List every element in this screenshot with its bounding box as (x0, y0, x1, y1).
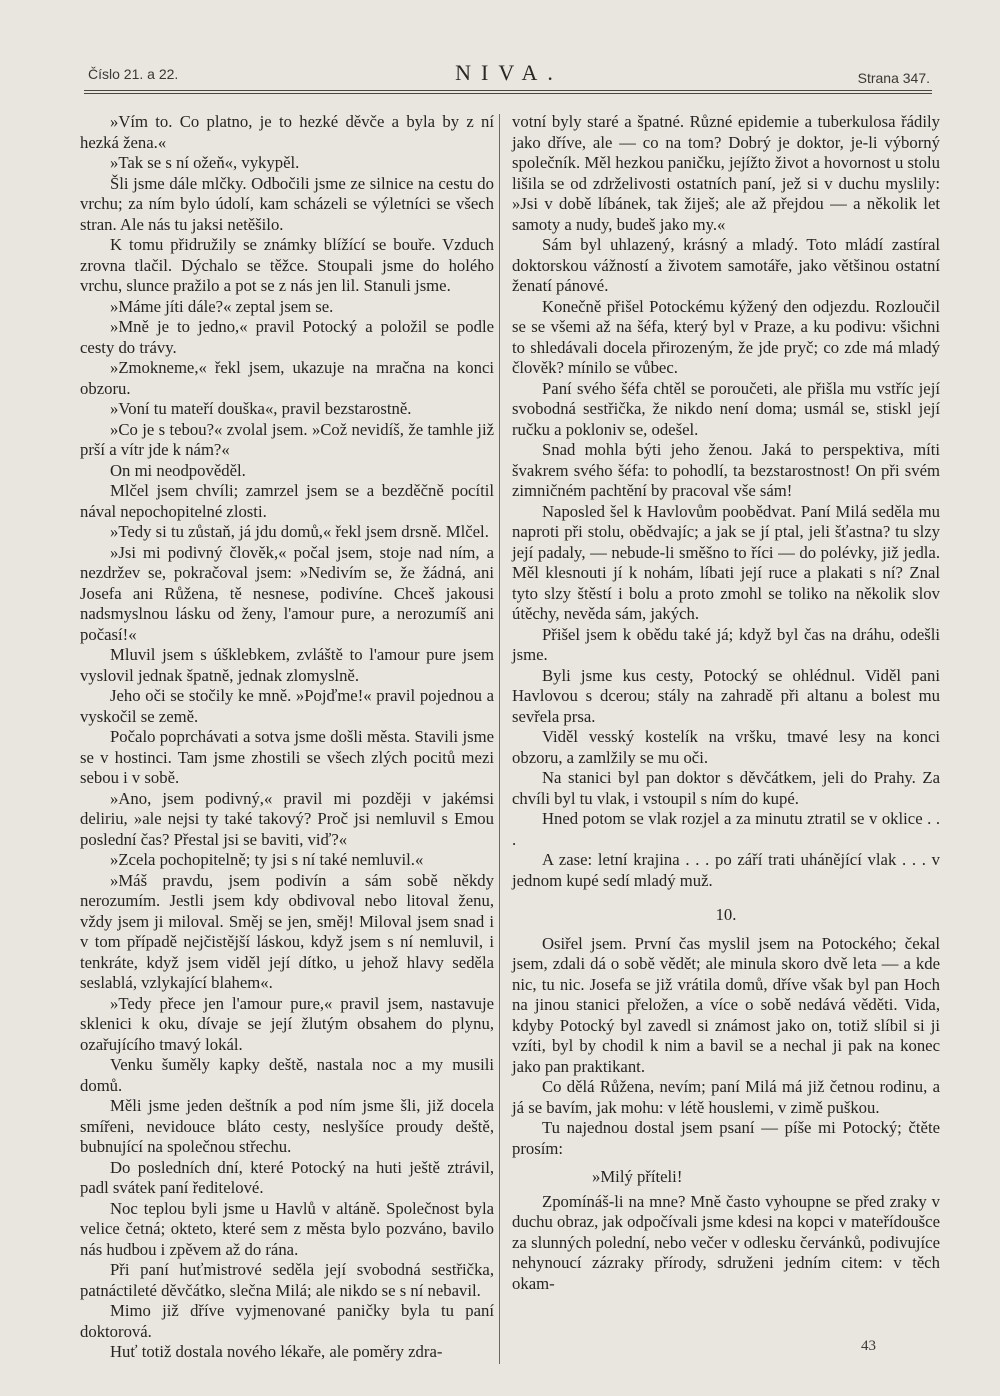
left-column (80, 112, 494, 1363)
paragraph: Na stanici byl pan doktor s děvčátkem, jeli do Prahy. Za chvíli byl tu vlak, i vstoupil s ním do kupé. (512, 768, 940, 808)
paragraph: Počalo poprchávati a sotva jsme došli města. Stavili jsme se v hostinci. Tam jsme zhostili se všech zlých pocitů mezi sebou i v sobě. (80, 727, 494, 787)
paragraph: Mlčel jsem chvíli; zamrzel jsem se a bezděčně pocítil nával nepochopitelné zlosti. (80, 481, 494, 521)
paragraph: Byli jsme kus cesty, Potocký se ohlédnul. Viděl pani Havlovou s dcerou; stály na zahradě při altanu a bolest mu sevřela prsa. (512, 665, 940, 726)
folio-number: 43 (861, 1338, 876, 1354)
paragraph: »Ano, jsem podivný,« pravil mi později v jakémsi deliriu, »ale nejsi ty také takový? Proč jsi nemluvil s Emou poslední čas? Přestal jsi se baviti, viď?« (80, 788, 494, 849)
paragraph: Při paní huťmistrové seděla její svobodná sestřička, patnáctileté děvčátko, slečna Milá; ale nikdo se s ní nebavil. (80, 1260, 494, 1300)
right-column-text (512, 112, 940, 891)
paragraph: Paní svého šéfa chtěl se poroučeti, ale přišla mu vstříc její svobodná sestřička, že nikdo není doma; usmál se, stiskl její ručku a pokloniv se, odešel. (512, 378, 940, 439)
paragraph: Osiřel jsem. První čas myslil jsem na Potockého; čekal jsem, zdali dá o sobě vědět; ale minula skoro dvě leta — a kde nic, tu nic. Josefa se již vrátila domů, dříve však byl pan Hoch na jinou stanici přeložen, a více o sobě nedává věděti. Vida, kdyby Potocký byl zavedl si známost jako on, totiž slíbil si ji vzíti, byl by chodil k nim a bavil se a nechal ji pak na konec jako pan praktikant. (512, 933, 940, 1076)
paragraph: Sám byl uhlazený, krásný a mladý. Toto mládí zastíral doktorskou vážností a životem samotáře, jako většinou ostatní ženatí pánové. (512, 235, 940, 295)
paragraph: On mi neodpověděl. (110, 460, 246, 480)
paragraph: »Máš pravdu, jsem podivín a sám sobě někdy nerozumím. Jestli jsem kdy obdivoval nebo litoval ženu, vždy jsem ji miloval. Směj se jen, směj! Miloval jsem snad i v tom případě nejčistější láskou, když jsem s ní nemluvil, i tenkráte, když jsem viděl její dítko, u jehož hlavy seděla seslablá, vzlykající blahem«. (80, 870, 494, 992)
paragraph: K tomu přidružily se známky blížící se bouře. Vzduch zrovna tlačil. Dýchalo se těžce. Stoupali jsme do holého vrchu, slunce pražilo a pot se z nás jen lil. Stanuli jsme. (80, 235, 494, 295)
letter-salutation: »Milý příteli! (592, 1167, 683, 1186)
paragraph: Hned potom se vlak rozjel a za minutu ztratil se v oklice . . . (512, 809, 940, 849)
letter-body: Zpomínáš-li na mne? Mně často vyhoupne se před zraky v duchu obraz, jak odpočívali jsme kdesi na kopci v mateřídoušce za slunných polední, nebo večer v odlesku červánků, podivujíce nehynoucí zázraky přírody, sdruženi jedním citem: v těch okam- (512, 1191, 940, 1293)
paragraph: Co dělá Růžena, nevím; paní Milá má již četnou rodinu, a já se bavím, jak mohu: v létě houslemi, v zimě puškou. (512, 1077, 940, 1117)
paragraph: A zase: letní krajina . . . po září trati uhánějící vlak . . . v jednom kupé sedí mladý muž. (512, 850, 940, 890)
paragraph: »Zcela pochopitelně; ty jsi s ní také nemluvil.« (110, 850, 424, 869)
paragraph: Naposled šel k Havlovům poobědvat. Paní Milá seděla mu naproti při stolu, obědvajíc; a jak se jí ptal, jeli šťastna? tu slzy její padaly, — nebude-li směšno to říci — do polévky, již jedla. Měl klesnouti jí k nohám, líbati její ruce a plakati s ní? Znal tyto slzy štěstí i bolu a proto zmohl se toliko na několik slov útěchy, nevěda sám, jakých. (512, 501, 940, 623)
page-number-label: Strana 347. (857, 70, 930, 86)
paragraph: »Mně je to jedno,« pravil Potocký a položil se podle cesty do trávy. (80, 317, 494, 357)
paragraph: »Máme jíti dále?« zeptal jsem se. (110, 296, 334, 316)
header-rule (84, 90, 932, 94)
paragraph: Jeho oči se stočily ke mně. »Pojďme!« pravil pojednou a vyskočil se země. (80, 686, 494, 726)
paragraph: votní byly staré a špatné. Různé epidemie a tuberkulosa řádily jako dříve, ale — co na tom? Dobrý je doktor, je-li výborný společník. Měl hezkou paničku, jejížto život a hovornost u stolu lišila se od zdrželivosti ostatních paní, jež si v duchu myslily: »Jsi v době líbánek, tak žiješ; ale až přejdou — a několik let samoty a nudy, budeš jako my.« (512, 112, 940, 234)
paragraph: »Co je s tebou?« zvolal jsem. »Což nevidíš, že tamhle již prší a vítr jde k nám?« (80, 419, 494, 459)
paragraph: Tu najednou dostal jsem psaní — píše mi Potocký; čtěte prosím: (512, 1118, 940, 1158)
section-text (512, 934, 940, 1160)
paragraph: Mimo již dříve vyjmenované paničky byla tu paní doktorová. (80, 1301, 494, 1341)
paragraph: »Jsi mi podivný člověk,« počal jsem, stoje nad ním, a nezdržev se, pokračoval jsem: »Nedivím se, že žádná, ani Josefa ani Růžena, tě nesnese, podivíne. Chceš jakousi nadsmyslnou lásku od ženy, l'amour pure, a nerozumíš ani počasí!« (80, 542, 494, 644)
paragraph: Noc teplou byli jsme u Havlů v altáně. Společnost byla velice četná; okteto, které sem z města bylo pozváno, bavilo nás hudbou i zpěvem až do rána. (80, 1198, 494, 1259)
paragraph: »Zmokneme,« řekl jsem, ukazuje na mračna na konci obzoru. (80, 358, 494, 398)
paragraph: Viděl vesský kostelík na vršku, tmavé lesy na konci obzoru, a zamlžily se mu oči. (512, 727, 940, 767)
paragraph: »Voní tu mateří douška«, pravil bezstarostně. (110, 399, 412, 418)
paragraph: »Vím to. Co platno, je to hezké děvče a byla by z ní hezká žena.« (80, 112, 494, 152)
journal-title: NIVA. (455, 60, 563, 85)
running-head (88, 58, 930, 88)
paragraph: Huť totiž dostala nového lékaře, ale poměry zdra- (110, 1342, 443, 1361)
right-column (512, 112, 940, 1294)
paragraph: Mluvil jsem s úšklebkem, zvláště to l'amour pure jsem vyslovil jednak špatně, jednak zlomyslně. (80, 645, 494, 685)
paragraph: Měli jsme jeden deštník a pod ním jsme šli, již docela smířeni, nevidouce bláto cesty, neslyšíce proudy deště, bubnující na společnou střechu. (80, 1096, 494, 1156)
paragraph: »Tedy si tu zůstaň, já jdu domů,« řekl jsem drsně. Mlčel. (110, 522, 489, 541)
paragraph: Konečně přišel Potockému kýžený den odjezdu. Rozloučil se se všemi až na šéfa, který byl v Praze, a ku podivu: všichni to shledávali docela přirozeným, že jde pryč; co zde má mladý člověk? mínilo se vůbec. (512, 296, 940, 377)
paragraph: Přišel jsem k obědu také já; když byl čas na dráhu, odešli jsme. (512, 624, 940, 664)
paragraph: Do posledních dní, které Potocký na huti ještě ztrávil, padl svátek paní ředitelové. (80, 1157, 494, 1197)
paragraph: Šli jsme dále mlčky. Odbočili jsme ze silnice na cestu do vrchu; za ním bylo údolí, kam scházeli se výletníci se všech stran. Ale nás tu jaksi netěšilo. (80, 173, 494, 234)
paragraph: Snad mohla býti jeho ženou. Jaká to perspektiva, míti švakrem svého šéfa: to pohodlí, ta bezstarostnost! On při svém zimničném pachtění by pracoval vše sám! (512, 440, 940, 500)
paragraph: »Tedy přece jen l'amour pure,« pravil jsem, nastavuje sklenici k oku, dívaje se její žlutým obsahem do plynu, ozařujícího tmavý lokál. (80, 993, 494, 1054)
issue-number: Číslo 21. a 22. (88, 66, 179, 82)
column-divider (499, 114, 500, 1364)
paragraph: »Tak se s ní ožeň«, vykypěl. (110, 153, 300, 172)
section-number: 10. (715, 905, 737, 924)
paragraph: Venku šuměly kapky deště, nastala noc a my musili domů. (80, 1055, 494, 1095)
